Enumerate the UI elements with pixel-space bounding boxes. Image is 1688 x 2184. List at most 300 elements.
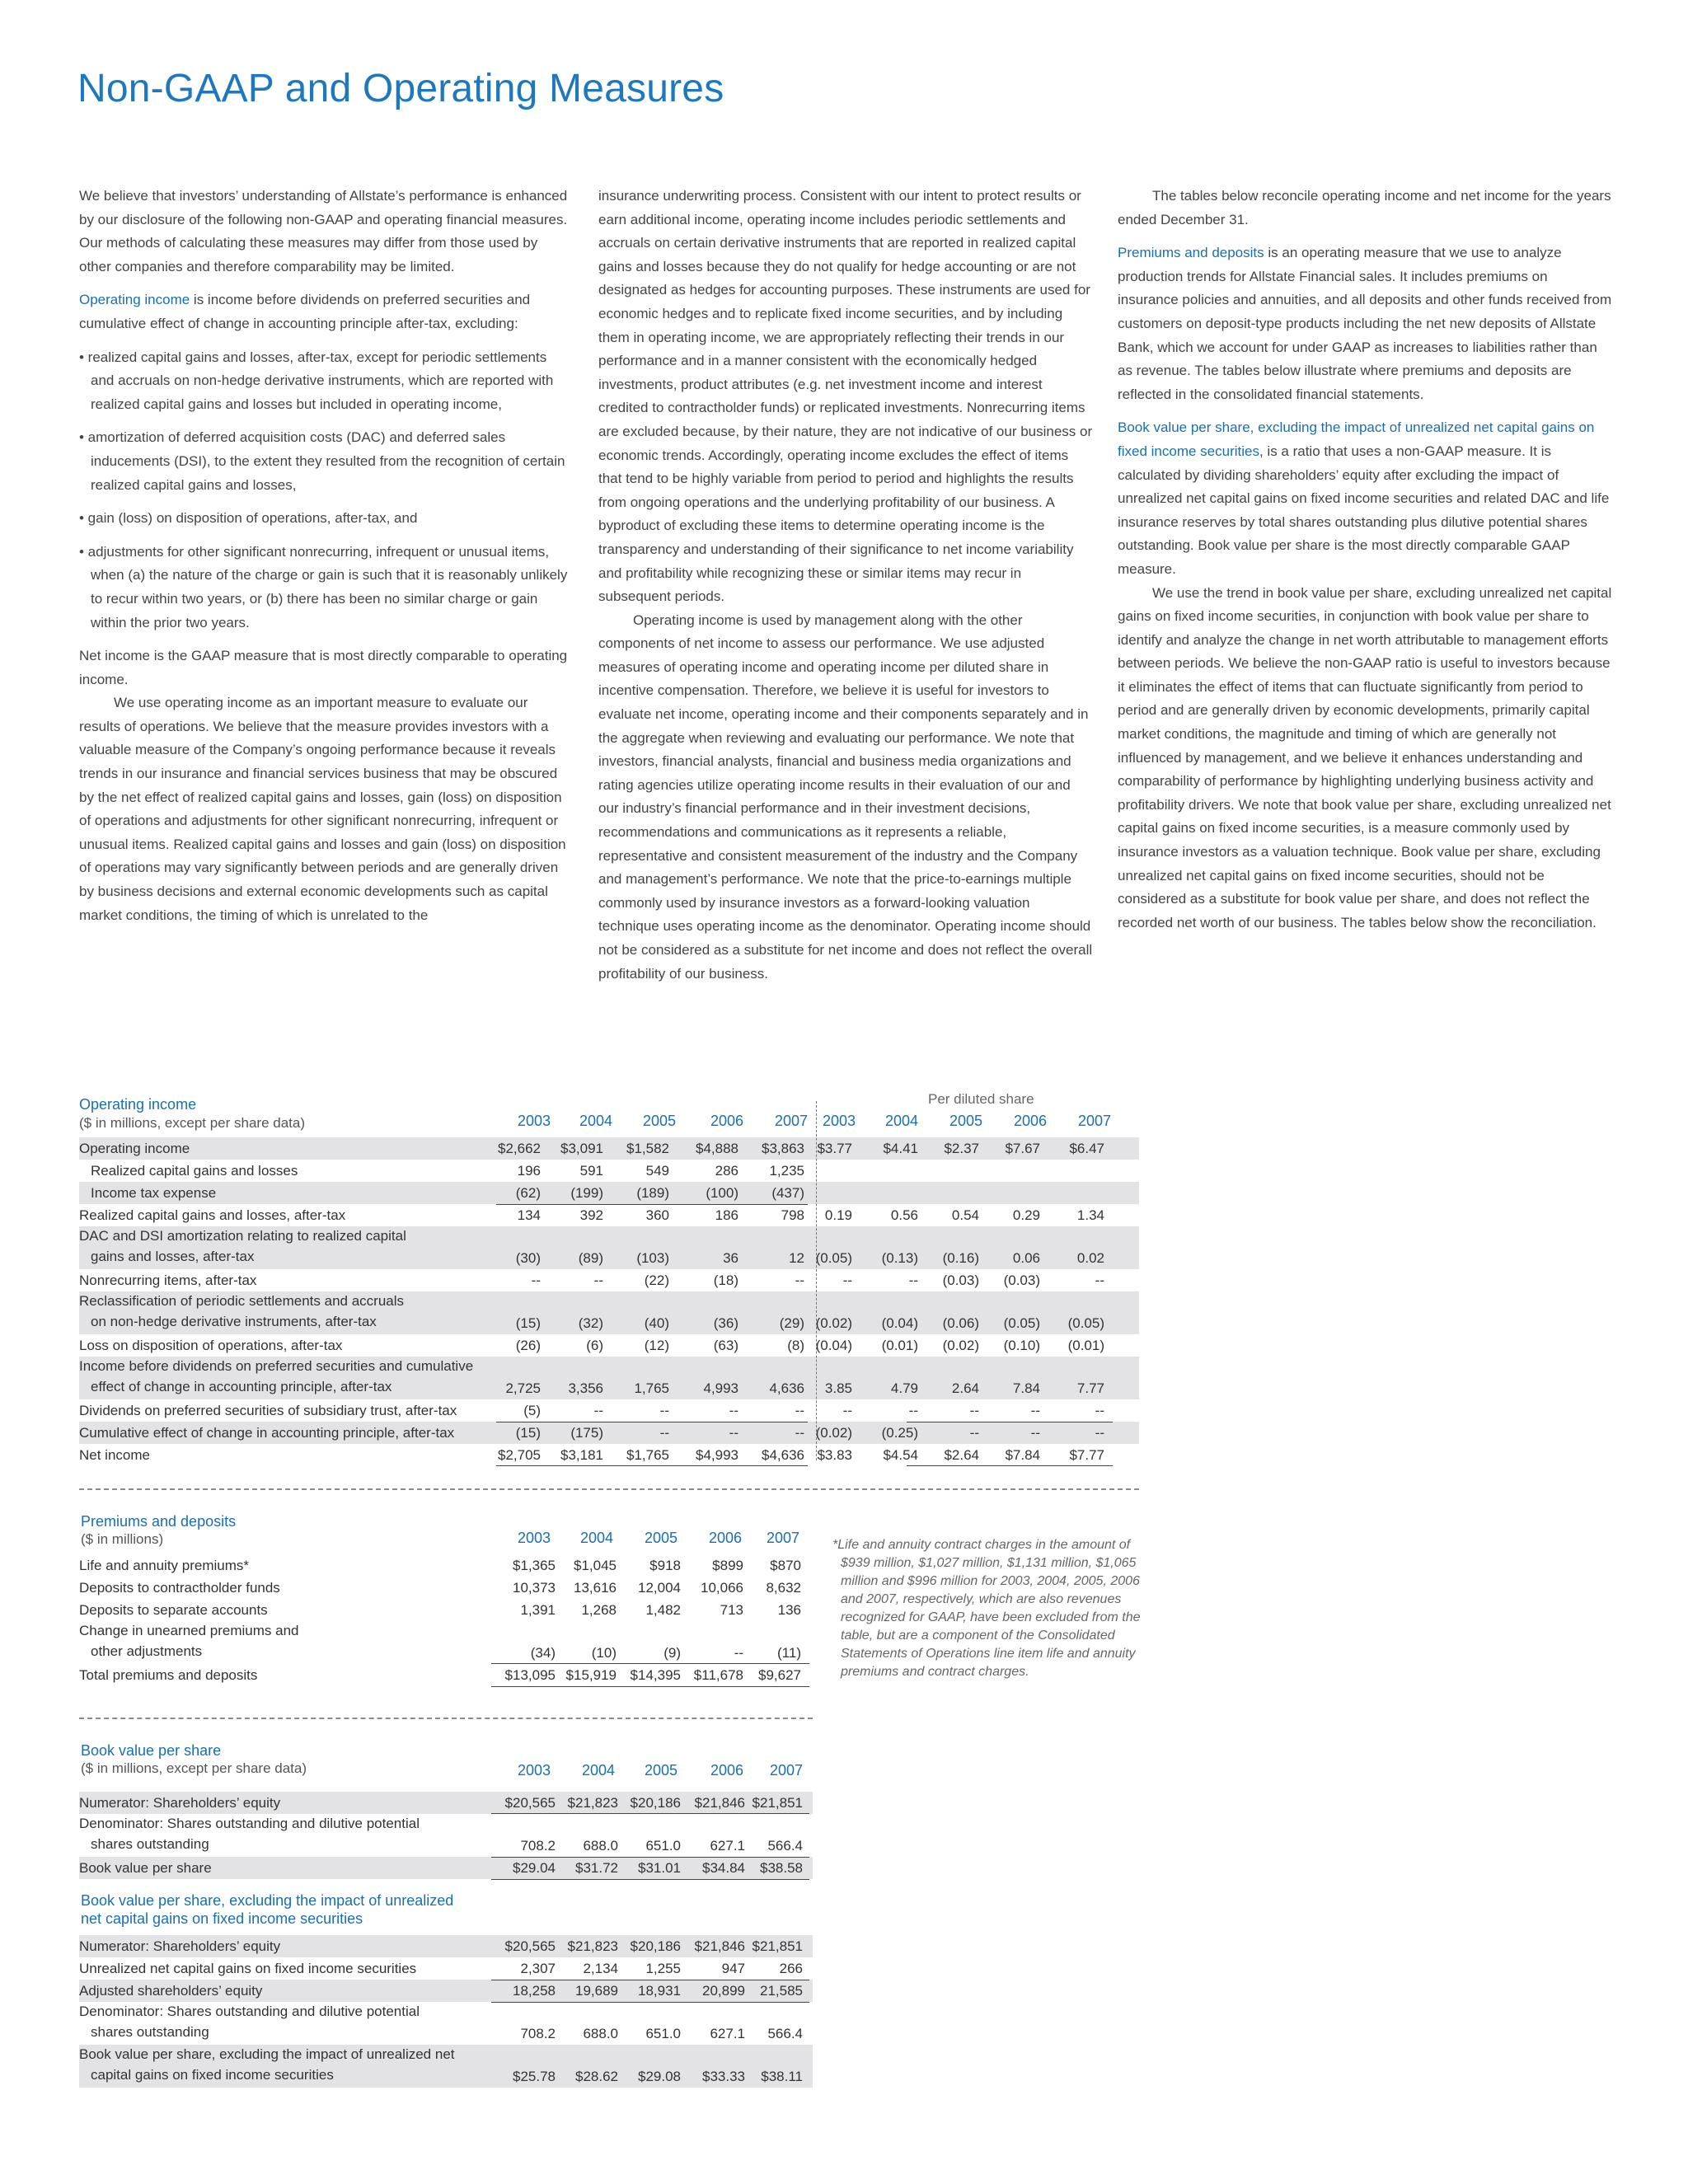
premiums-deposits-table: [79, 1513, 813, 1711]
table-body: [79, 1554, 813, 1686]
value-cell: 708.2: [520, 2026, 556, 2041]
table-body: [79, 1935, 813, 2088]
value-cell: 627.1: [710, 1838, 745, 1854]
value-cell: 13,616: [574, 1580, 617, 1596]
per-share-cell: 1.34: [1076, 1207, 1104, 1223]
value-cell: --: [593, 1272, 603, 1288]
row-label: [79, 1957, 416, 1980]
premiums-footnote: *Life and annuity contract charges in the amount of $939 million, $1,027 million, $1,131 million, $1,065 million and $996 million for 2003, 2004, 2005, 2006 and 2007, respectively, which are also revenues recognized for GAAP, have been excluded from the table, but are a component of the Consolidated Statements of Operations line item life and annuity premiums and contract charges.: [832, 1538, 1141, 1679]
row-label: [79, 1356, 473, 1397]
value-cell: $3,181: [560, 1447, 603, 1463]
row-label: [79, 1792, 280, 1814]
value-cell: 266: [779, 1961, 803, 1976]
value-cell: (26): [515, 1338, 541, 1353]
table-row: [79, 1444, 1139, 1466]
row-label-line: Income tax expense: [91, 1185, 217, 1201]
row-label-line: Reclassification of periodic settlements and accruals: [79, 1293, 405, 1309]
value-cell: $21,846: [694, 1938, 745, 1954]
year-header: 2007: [769, 1762, 803, 1779]
row-label-line: Cumulative effect of change in accounting principle, after-tax: [79, 1425, 455, 1441]
book-value-term: Book value per share, excluding the impact of unrealized net capital gains on fixed income securities: [1118, 419, 1595, 459]
row-label: [79, 1664, 257, 1686]
table-row: [79, 1204, 1139, 1226]
value-cell: 196: [517, 1163, 541, 1179]
value-cell: 12,004: [638, 1580, 681, 1596]
table-row: [79, 1621, 813, 1664]
per-share-cell: 4.79: [890, 1380, 918, 1396]
value-cell: $20,565: [504, 1938, 556, 1954]
row-label-line: Income before dividends on preferred securities and cumulative: [79, 1358, 474, 1374]
table-row: [79, 1226, 1139, 1269]
value-cell: 1,391: [520, 1602, 556, 1618]
row-label-line: shares outstanding: [91, 2024, 209, 2040]
value-cell: (30): [515, 1250, 541, 1266]
per-share-cell: --: [1095, 1403, 1104, 1418]
table-row: [79, 1980, 813, 2002]
per-share-year-header: 2007: [1077, 1113, 1111, 1129]
value-cell: 286: [715, 1163, 738, 1179]
per-share-cell: --: [908, 1272, 918, 1288]
per-share-cell: $4.41: [883, 1141, 918, 1156]
per-share-cell: (0.02): [815, 1425, 852, 1441]
row-label-line: gains and losses, after-tax: [91, 1249, 255, 1264]
value-cell: 627.1: [710, 2026, 745, 2041]
value-cell: 2,725: [505, 1380, 541, 1396]
year-header: 2003: [517, 1762, 551, 1779]
value-cell: $21,823: [567, 1795, 618, 1811]
per-share-cell: (0.04): [881, 1315, 918, 1331]
table-row: [79, 1291, 1139, 1334]
per-share-cell: $6.47: [1069, 1141, 1104, 1156]
per-share-cell: $2.37: [944, 1141, 979, 1156]
per-share-cell: 7.77: [1076, 1380, 1104, 1396]
per-share-cell: (0.06): [942, 1315, 979, 1331]
row-label: [79, 1980, 262, 2002]
table-row: [79, 1577, 813, 1599]
value-cell: $38.58: [760, 1860, 803, 1876]
value-cell: 392: [579, 1207, 603, 1223]
table-row: [79, 1957, 813, 1980]
table-body: [79, 1792, 813, 1879]
value-cell: 10,373: [513, 1580, 556, 1596]
year-header: 2006: [710, 1762, 743, 1779]
row-label-line: Deposits to separate accounts: [79, 1602, 268, 1618]
value-cell: (15): [515, 1315, 541, 1331]
row-label-line: Unrealized net capital gains on fixed income securities: [79, 1961, 417, 1976]
table-row: [79, 1554, 813, 1577]
value-cell: (189): [636, 1185, 669, 1201]
operating-income-definition: [79, 288, 570, 335]
value-cell: 688.0: [583, 1838, 618, 1854]
per-share-cell: (0.01): [881, 1338, 918, 1353]
value-cell: 651.0: [645, 2026, 681, 2041]
value-cell: $1,045: [574, 1558, 617, 1573]
body-paragraph: We use the trend in book value per share, excluding unrealized net capital gains on fixed income securities, in conjunction with book value per share to identify and analyze the change in net worth attributable to management efforts between periods. We believe the non-GAAP ratio is useful to investors because it eliminates the effect of items that can fluctuate significantly from period to period and are generally driven by economic developments, primarily capital market conditions, the magnitude and timing of which are generally not influenced by management, and we believe it enhances understanding and comparability of performance by highlighting underlying business activity and profitability drivers. We note that book value per share, excluding unrealized net capital gains on fixed income securities, is a measure commonly used by insurance investors as a valuation technique. Book value per share, excluding unrealized net capital gains on fixed income securities, should not be considered as a substitute for book value per share, and does not reflect the recorded net worth of our business. The tables below show the reconciliation.: [1118, 584, 1612, 930]
year-header: 2005: [642, 1113, 676, 1129]
value-cell: 20,899: [702, 1983, 745, 1999]
value-cell: --: [729, 1403, 738, 1418]
row-label: [79, 2001, 420, 2042]
per-share-cell: 0.54: [951, 1207, 979, 1223]
row-label: [79, 1182, 216, 1204]
value-cell: $1,365: [513, 1558, 556, 1573]
year-header: 2007: [774, 1113, 808, 1129]
row-label: [79, 1620, 299, 1661]
value-cell: (10): [591, 1645, 617, 1661]
value-cell: (29): [779, 1315, 804, 1331]
value-cell: (12): [644, 1338, 669, 1353]
bullet-item: • adjustments for other significant nonrecurring, infrequent or unusual items, when (a) the nature of the charge or gain is such that it is reasonably unlikely to recur within two years, or (b) there has been no similar charge or gain within the prior two years.: [79, 543, 568, 630]
per-share-cell: --: [1030, 1425, 1040, 1441]
value-cell: (437): [771, 1185, 804, 1201]
row-label-line: Denominator: Shares outstanding and dilutive potential: [79, 1816, 420, 1831]
per-share-cell: (0.03): [1003, 1272, 1040, 1288]
value-cell: (199): [570, 1185, 603, 1201]
per-share-cell: 3.85: [824, 1380, 852, 1396]
row-label-line: Realized capital gains and losses, after-tax: [79, 1207, 346, 1223]
table-row: [79, 1599, 813, 1621]
bullet-item: • gain (loss) on disposition of operations, after-tax, and: [79, 510, 418, 527]
row-label-line: Operating income: [79, 1141, 190, 1156]
row-label: [79, 1554, 249, 1577]
value-cell: --: [531, 1272, 541, 1288]
value-cell: $4,993: [696, 1447, 738, 1463]
value-cell: $25.78: [513, 2069, 556, 2084]
value-cell: $918: [649, 1558, 681, 1573]
total-underline: [491, 2002, 809, 2003]
value-cell: 134: [517, 1207, 541, 1223]
value-cell: (15): [515, 1425, 541, 1441]
value-cell: $15,919: [565, 1667, 617, 1683]
value-cell: 713: [720, 1602, 743, 1618]
body-paragraph: The tables below reconcile operating income and net income for the years ended December 31.: [1118, 188, 1611, 227]
value-cell: (9): [663, 1645, 681, 1661]
table-title: Operating income: [79, 1096, 197, 1113]
operating-income-term: Operating income: [79, 292, 190, 308]
value-cell: $31.72: [575, 1860, 618, 1876]
value-cell: (8): [787, 1338, 804, 1353]
value-cell: 136: [777, 1602, 801, 1618]
per-share-cell: 0.02: [1076, 1250, 1104, 1266]
per-share-cell: (0.05): [815, 1250, 852, 1266]
body-paragraph: Operating income is used by management along with the other components of net income to assess our performance. We use adjusted measures of operating income and operating income per diluted share in incentive compensation. Therefore, we believe it is useful for investors to evaluate net income, operating income and their components separately and in the aggregate when reviewing and evaluating our performance. We note that investors, financial analysts, financial and business media organizations and rating agencies utilize operating income results in their evaluation of our and our industry’s financial performance and in their investment decisions, recommendations and communications as it represents a reliable, representative and consistent measurement of the industry and the Company and management’s performance. We note that the price-to-earnings multiple commonly used by insurance investors as a forward-looking valuation technique uses operating income as the denominator. Operating income should not be considered as a substitute for net income and does not reflect the overall profitability of our business.: [598, 612, 1093, 982]
value-cell: 4,636: [769, 1380, 804, 1396]
per-share-year-header: 2005: [949, 1113, 982, 1129]
book-value-table: [79, 1742, 813, 2088]
row-label-line: Denominator: Shares outstanding and dilutive potential: [79, 2004, 420, 2019]
value-cell: $21,851: [752, 1938, 803, 1954]
row-label: [79, 1226, 406, 1267]
total-underline: [491, 1663, 809, 1664]
per-share-cell: 2.64: [951, 1380, 979, 1396]
value-cell: 591: [579, 1163, 603, 1179]
column-divider: [816, 1101, 817, 1460]
year-header: 2006: [710, 1113, 743, 1129]
per-share-cell: (0.03): [942, 1272, 979, 1288]
body-paragraph: insurance underwriting process. Consistent with our intent to protect results or earn additional income, operating income includes periodic settlements and accruals on certain derivative instruments that are reported in realized capital gains and losses because they do not qualify for hedge accounting or are not designated as hedges for accounting purposes. These instruments are used for economic hedges and to replicate fixed income securities, and by including them in operating income, we are appropriately reflecting their trends in our performance and in a manner consistent with the economically hedged investments, product attributes (e.g. net investment income and interest credited to contractholder funds) or replicated investments. Nonrecurring items are excluded because, by their nature, they are not indicative of our business or economic trends. Accordingly, operating income excludes the effect of items that tend to be highly variable from period to period and highlights the results from ongoing operations and the underlying profitability of our business. A byproduct of excluding these items to determine operating income is the transparency and understanding of their significance to net income variability and profitability while recognizing these or similar items may recur in subsequent periods.: [598, 188, 1093, 605]
value-cell: $29.04: [513, 1860, 556, 1876]
per-share-year-header: 2004: [884, 1113, 918, 1129]
value-cell: $21,846: [694, 1795, 745, 1811]
year-header: 2004: [579, 1530, 613, 1546]
value-cell: $1,582: [626, 1141, 669, 1156]
value-cell: $2,662: [498, 1141, 541, 1156]
row-label-line: Book value per share, excluding the impact of unrealized net: [79, 2046, 455, 2062]
value-cell: $20,565: [504, 1795, 556, 1811]
value-cell: $29.08: [638, 2069, 681, 2084]
per-share-cell: $2.64: [944, 1447, 979, 1463]
year-header: 2003: [517, 1530, 551, 1546]
table-subtitle: ($ in millions, except per share data): [79, 1115, 306, 1131]
row-label: [79, 1577, 280, 1599]
value-cell: $3,091: [560, 1141, 603, 1156]
row-label-line: Net income: [79, 1447, 150, 1463]
row-label-line: capital gains on fixed income securities: [91, 2067, 334, 2083]
row-label: [79, 1857, 212, 1879]
per-share-cell: $3.77: [817, 1141, 852, 1156]
row-label-line: other adjustments: [91, 1643, 203, 1659]
value-cell: $3,863: [762, 1141, 804, 1156]
row-label-line: Book value per share: [79, 1860, 212, 1876]
per-diluted-share-label: Per diluted share: [928, 1091, 1034, 1107]
value-cell: 798: [781, 1207, 804, 1223]
value-cell: (18): [713, 1272, 738, 1288]
per-share-cell: (0.02): [815, 1315, 852, 1331]
body-paragraph: Net income is the GAAP measure that is most directly comparable to operating income.: [79, 648, 568, 687]
year-header: 2005: [644, 1762, 678, 1779]
per-share-cell: $7.67: [1005, 1141, 1040, 1156]
value-cell: 360: [645, 1207, 669, 1223]
value-cell: 8,632: [766, 1580, 801, 1596]
value-cell: (63): [713, 1338, 738, 1353]
value-cell: (22): [644, 1272, 669, 1288]
per-share-cell: (0.05): [1003, 1315, 1040, 1331]
row-label: [79, 1935, 280, 1957]
operating-income-table: [79, 1086, 1139, 1465]
per-share-cell: (0.16): [942, 1250, 979, 1266]
row-label: [79, 2044, 455, 2085]
year-header: 2006: [708, 1530, 742, 1546]
value-cell: $21,823: [567, 1938, 618, 1954]
value-cell: $34.84: [702, 1860, 745, 1876]
year-header: 2004: [579, 1113, 612, 1129]
value-cell: $38.11: [761, 2069, 803, 2084]
value-cell: 12: [789, 1250, 804, 1266]
table-title: Book value per share: [81, 1742, 222, 1759]
total-underline: [491, 1879, 809, 1880]
book-value-definition: [1118, 416, 1612, 581]
per-share-cell: --: [842, 1403, 852, 1418]
row-label-line: DAC and DSI amortization relating to realized capital: [79, 1228, 406, 1244]
total-underline: [907, 1465, 1113, 1466]
value-cell: 688.0: [583, 2026, 618, 2041]
row-label-line: Realized capital gains and losses: [91, 1163, 298, 1179]
value-cell: 549: [645, 1163, 669, 1179]
value-cell: 1,235: [769, 1163, 804, 1179]
row-label-line: Nonrecurring items, after-tax: [79, 1272, 257, 1288]
per-share-cell: 0.56: [890, 1207, 918, 1223]
row-label-line: Adjusted shareholders’ equity: [79, 1983, 263, 1999]
intro-paragraph: We believe that investors’ understanding of Allstate’s performance is enhanced by our disclosure of the following non-GAAP and operating financial measures. Our methods of calculating these measures may differ from those used by other companies and therefore comparability may be limited.: [79, 188, 568, 274]
row-label: [79, 1137, 190, 1160]
row-label: [79, 1291, 404, 1332]
table-row: [79, 1269, 1139, 1291]
page-title: Non-GAAP and Operating Measures: [77, 67, 724, 110]
per-share-cell: 0.19: [824, 1207, 852, 1223]
value-cell: $11,678: [693, 1667, 743, 1683]
row-label: [79, 1269, 256, 1291]
value-cell: 1,255: [645, 1961, 681, 1976]
per-share-cell: 0.06: [1012, 1250, 1040, 1266]
row-label-line: Life and annuity premiums*: [79, 1558, 250, 1573]
value-cell: $4,888: [696, 1141, 738, 1156]
value-cell: 566.4: [767, 2026, 803, 2041]
row-label: [79, 1160, 298, 1182]
value-cell: (62): [515, 1185, 541, 1201]
year-header: 2005: [644, 1530, 678, 1546]
value-cell: --: [795, 1272, 804, 1288]
value-cell: --: [795, 1403, 804, 1418]
row-label-line: effect of change in accounting principle, after-tax: [91, 1379, 392, 1394]
value-cell: 18,258: [513, 1983, 556, 1999]
row-label-line: Change in unearned premiums and: [79, 1623, 299, 1638]
table-row: [79, 2002, 813, 2045]
per-share-cell: (0.04): [815, 1338, 852, 1353]
operating-income-definition-text: is income before dividends on preferred securities and cumulative effect of change in accounting principle after-tax, excluding:: [79, 292, 531, 331]
table-row: [79, 1422, 1139, 1444]
section-divider: [79, 1718, 813, 1719]
per-share-cell: (0.05): [1067, 1315, 1104, 1331]
value-cell: 651.0: [645, 1838, 681, 1854]
value-cell: --: [593, 1403, 603, 1418]
row-label-line: Total premiums and deposits: [79, 1667, 258, 1683]
value-cell: $20,186: [630, 1938, 681, 1954]
table-subtitle: ($ in millions): [81, 1531, 164, 1547]
per-share-cell: 7.84: [1012, 1380, 1040, 1396]
value-cell: (34): [530, 1645, 556, 1661]
value-cell: --: [795, 1425, 804, 1441]
per-share-cell: $7.84: [1005, 1447, 1040, 1463]
table-title-2-line-2: net capital gains on fixed income securities: [81, 1910, 363, 1927]
value-cell: (89): [578, 1250, 603, 1266]
premiums-deposits-term: Premiums and deposits: [1118, 245, 1264, 261]
table-row: [79, 2045, 813, 2088]
value-cell: 2,307: [520, 1961, 556, 1976]
body-paragraph: We use operating income as an important measure to evaluate our results of operations. We believe that the measure provides investors with a valuable measure of the Company’s ongoing performance because it reveals trends in our insurance and financial services business that may be obscured by the net effect of realized capital gains and losses, gain (loss) on disposition of operations and adjustments for other significant nonrecurring, infrequent or unusual items. Realized capital gains and losses and gain (loss) on disposition of operations may vary significantly between periods and are generally driven by business decisions and external economic developments such as capital market conditions, the timing of which is unrelated to the: [79, 695, 566, 923]
value-cell: 4,993: [703, 1380, 738, 1396]
value-cell: 21,585: [760, 1983, 803, 1999]
value-cell: 1,482: [645, 1602, 681, 1618]
table-row: [79, 1792, 813, 1814]
table-row: [79, 1357, 1139, 1399]
value-cell: $21,851: [752, 1795, 803, 1811]
row-label: [79, 1334, 342, 1357]
text-column-1: [79, 185, 570, 927]
row-label-line: on non-hedge derivative instruments, after-tax: [91, 1314, 377, 1329]
total-underline: [496, 1465, 808, 1466]
per-share-cell: --: [1030, 1403, 1040, 1418]
row-label-line: shares outstanding: [91, 1836, 209, 1852]
row-label: [79, 1204, 345, 1226]
per-share-year-header: 2006: [1013, 1113, 1047, 1129]
value-cell: (32): [578, 1315, 603, 1331]
table-body: [79, 1137, 1139, 1466]
value-cell: (175): [570, 1425, 603, 1441]
table-row: [79, 1160, 1139, 1182]
per-share-cell: (0.10): [1003, 1338, 1040, 1353]
total-underline: [491, 1686, 809, 1687]
value-cell: (40): [644, 1315, 669, 1331]
row-label: [79, 1599, 268, 1621]
text-column-2: [598, 185, 1093, 986]
value-cell: --: [734, 1645, 743, 1661]
table-row: [79, 1334, 1139, 1357]
value-cell: $20,186: [630, 1795, 681, 1811]
value-cell: --: [659, 1425, 669, 1441]
value-cell: $28.62: [575, 2069, 618, 2084]
row-label: [79, 1422, 454, 1444]
row-label-line: Deposits to contractholder funds: [79, 1580, 280, 1596]
value-cell: (36): [713, 1315, 738, 1331]
value-cell: 10,066: [701, 1580, 743, 1596]
per-share-cell: --: [969, 1425, 979, 1441]
value-cell: $1,765: [626, 1447, 669, 1463]
per-share-cell: --: [1095, 1272, 1104, 1288]
table-row: [79, 1857, 813, 1879]
year-header: 2003: [517, 1113, 551, 1129]
value-cell: (103): [636, 1250, 669, 1266]
table-row: [79, 1137, 1139, 1160]
value-cell: $899: [712, 1558, 743, 1573]
per-share-cell: (0.01): [1067, 1338, 1104, 1353]
value-cell: $14,395: [630, 1667, 681, 1683]
table-row: [79, 1935, 813, 1957]
year-header: 2007: [766, 1530, 799, 1546]
row-label-line: Numerator: Shareholders’ equity: [79, 1938, 281, 1954]
per-share-cell: $7.77: [1069, 1447, 1104, 1463]
value-cell: 1,268: [581, 1602, 617, 1618]
table-title: Premiums and deposits: [81, 1513, 237, 1530]
value-cell: 566.4: [767, 1838, 803, 1854]
total-underline: [496, 1204, 808, 1205]
value-cell: 2,134: [583, 1961, 618, 1976]
table-title-2: Book value per share, excluding the impact of unrealized: [81, 1892, 454, 1909]
table-row: [79, 1814, 813, 1857]
value-cell: $9,627: [758, 1667, 801, 1683]
book-value-definition-text: , is a ratio that uses a non-GAAP measure. It is calculated by dividing shareholders’ equity after excluding the impact of unrealized net capital gains on fixed income securities and related DAC and life insurance reserves by total shares outstanding plus dilutive potential shares outstanding. Book value per share is the most directly comparable GAAP measure.: [1118, 443, 1610, 577]
per-share-cell: --: [1095, 1425, 1104, 1441]
value-cell: 18,931: [638, 1983, 681, 1999]
value-cell: $31.01: [638, 1860, 681, 1876]
value-cell: --: [729, 1425, 738, 1441]
total-underline: [491, 1857, 809, 1858]
per-share-cell: (0.25): [881, 1425, 918, 1441]
table-row: [79, 1182, 1139, 1204]
section-divider: [79, 1488, 1139, 1490]
value-cell: 1,765: [634, 1380, 669, 1396]
value-cell: $13,095: [504, 1667, 556, 1683]
value-cell: $2,705: [498, 1447, 541, 1463]
per-share-cell: (0.02): [942, 1338, 979, 1353]
value-cell: --: [659, 1403, 669, 1418]
premiums-deposits-definition: [1118, 241, 1612, 406]
bullet-item: • amortization of deferred acquisition costs (DAC) and deferred sales inducements (DSI), to the extent they resulted from the recognition of certain realized capital gains and losses,: [79, 429, 565, 493]
row-label-line: Dividends on preferred securities of subsidiary trust, after-tax: [79, 1403, 457, 1418]
value-cell: (6): [586, 1338, 603, 1353]
value-cell: (11): [777, 1645, 801, 1661]
bullet-item: • realized capital gains and losses, after-tax, except for periodic settlements and accruals on non-hedge derivative instruments, which are reported with realized capital gains and losses but included in operating income,: [79, 349, 554, 412]
table-row: [79, 1664, 813, 1686]
